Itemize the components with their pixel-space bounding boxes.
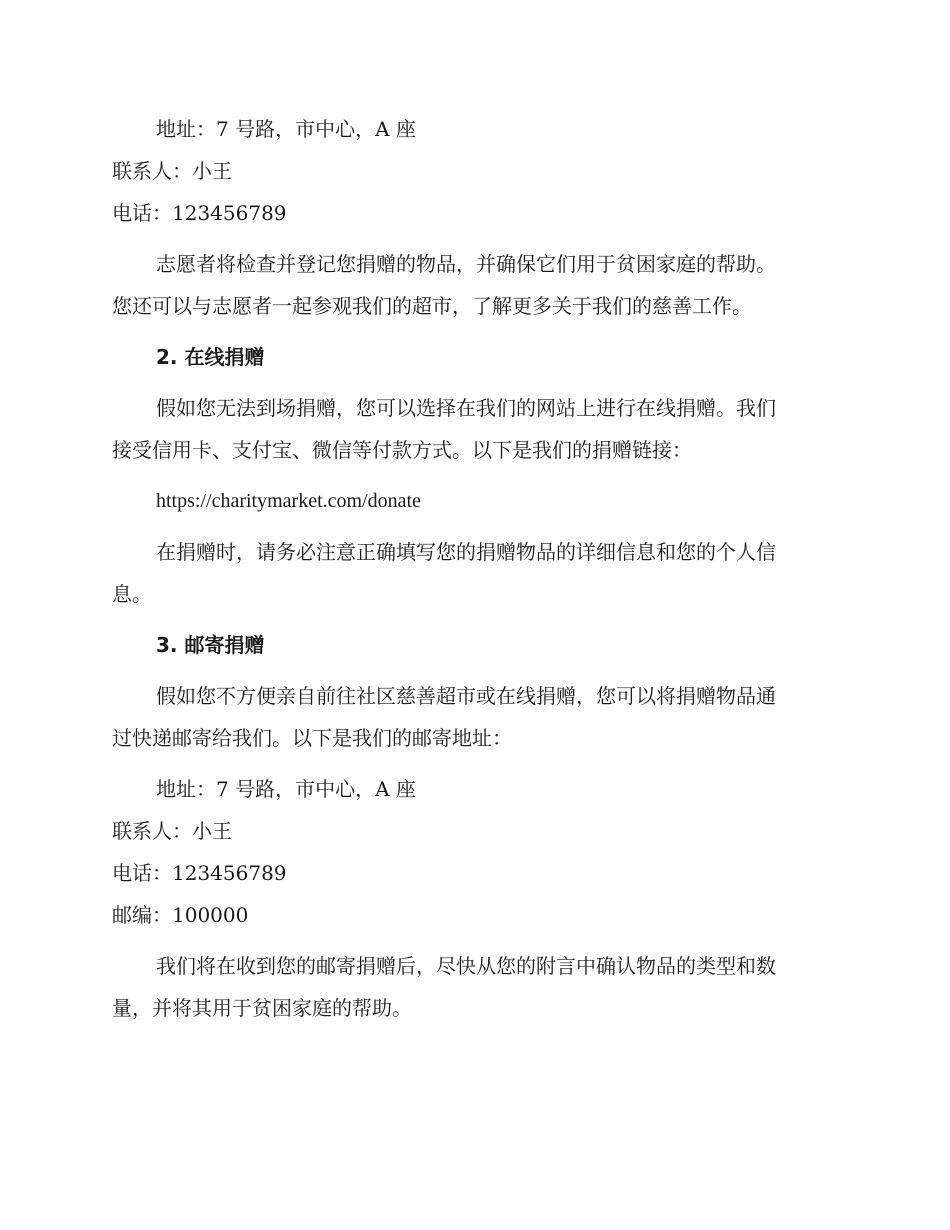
address-line: 地址：7 号路，市中心，A 座 — [156, 777, 416, 801]
contact-line: 联系人：小王 — [112, 819, 232, 843]
phone-line: 电话：123456789 — [112, 861, 287, 885]
paragraph-line: 接受信用卡、支付宝、微信等付款方式。以下是我们的捐赠链接： — [112, 438, 692, 462]
paragraph-line: 过快递邮寄给我们。以下是我们的邮寄地址： — [112, 726, 512, 750]
paragraph-line: 假如您无法到场捐赠，您可以选择在我们的网站上进行在线捐赠。我们 — [156, 396, 776, 420]
paragraph-line: 在捐赠时，请务必注意正确填写您的捐赠物品的详细信息和您的个人信 — [156, 540, 776, 564]
paragraph-line: 假如您不方便亲自前往社区慈善超市或在线捐赠，您可以将捐赠物品通 — [156, 684, 776, 708]
postcode-line: 邮编：100000 — [112, 903, 249, 927]
donation-link[interactable]: https://charitymarket.com/donate — [156, 490, 421, 512]
paragraph-line: 我们将在收到您的邮寄捐赠后，尽快从您的附言中确认物品的类型和数 — [156, 954, 776, 978]
paragraph-line: 您还可以与志愿者一起参观我们的超市，了解更多关于我们的慈善工作。 — [112, 294, 752, 318]
section1-note — [112, 243, 840, 327]
address-line: 地址：7 号路，市中心，A 座 — [156, 117, 416, 141]
phone-line: 电话：123456789 — [112, 201, 287, 225]
section3-heading: 3. 邮寄捐赠 — [156, 633, 265, 657]
section2-heading: 2. 在线捐赠 — [156, 345, 265, 369]
section3-contact-block — [112, 768, 840, 936]
section2-intro — [112, 387, 840, 471]
section3-note — [112, 945, 840, 1029]
section2-note — [112, 531, 840, 615]
section3-intro — [112, 675, 840, 759]
contact-line: 联系人：小王 — [112, 159, 232, 183]
section1-contact-block — [112, 108, 840, 234]
paragraph-line: 息。 — [112, 582, 152, 606]
paragraph-line: 量，并将其用于贫困家庭的帮助。 — [112, 996, 412, 1020]
paragraph-line: 志愿者将检查并登记您捐赠的物品，并确保它们用于贫困家庭的帮助。 — [156, 252, 776, 276]
